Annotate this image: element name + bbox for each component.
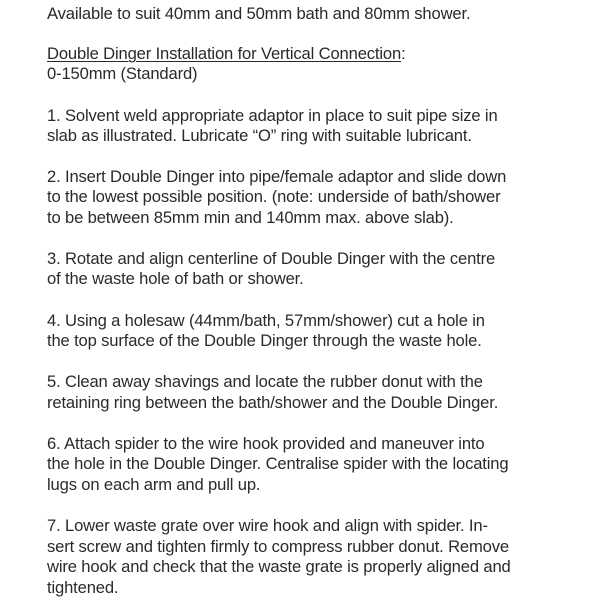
step-line: the hole in the Double Dinger. Centralise spider with the locating xyxy=(47,454,509,473)
section-heading-text: Double Dinger Installation for Vertical Connection xyxy=(47,44,402,63)
step-line: 2. Insert Double Dinger into pipe/female adaptor and slide down xyxy=(47,167,507,186)
step-line: to be between 85mm min and 140mm max. above slab). xyxy=(47,208,454,227)
section-subheading: 0-150mm (Standard) xyxy=(47,64,198,83)
step-line: retaining ring between the bath/shower and the Double Dinger. xyxy=(47,393,499,412)
step-line: of the waste hole of bath or shower. xyxy=(47,269,304,288)
step-line: to the lowest possible position. (note: underside of bath/shower xyxy=(47,187,501,206)
step-line: wire hook and check that the waste grate is properly aligned and xyxy=(47,557,511,576)
availability-note: Available to suit 40mm and 50mm bath and 80mm shower. xyxy=(47,4,471,23)
step-line: slab as illustrated. Lubricate “O” ring with suitable lubricant. xyxy=(47,126,472,145)
step-line: the top surface of the Double Dinger through the waste hole. xyxy=(47,331,482,350)
section-heading-colon: : xyxy=(401,44,406,63)
section-heading xyxy=(47,44,406,64)
step-line: 7. Lower waste grate over wire hook and align with spider. In- xyxy=(47,516,488,535)
step-line: 1. Solvent weld appropriate adaptor in place to suit pipe size in xyxy=(47,106,498,125)
step-line: lugs on each arm and pull up. xyxy=(47,475,261,494)
step-line: 4. Using a holesaw (44mm/bath, 57mm/shower) cut a hole in xyxy=(47,311,485,330)
step-line: sert screw and tighten firmly to compress rubber donut. Remove xyxy=(47,537,509,556)
step-line: 5. Clean away shavings and locate the rubber donut with the xyxy=(47,372,483,391)
step-line: 6. Attach spider to the wire hook provided and maneuver into xyxy=(47,434,485,453)
step-line: 3. Rotate and align centerline of Double Dinger with the centre xyxy=(47,249,496,268)
step-line: tightened. xyxy=(47,578,119,597)
